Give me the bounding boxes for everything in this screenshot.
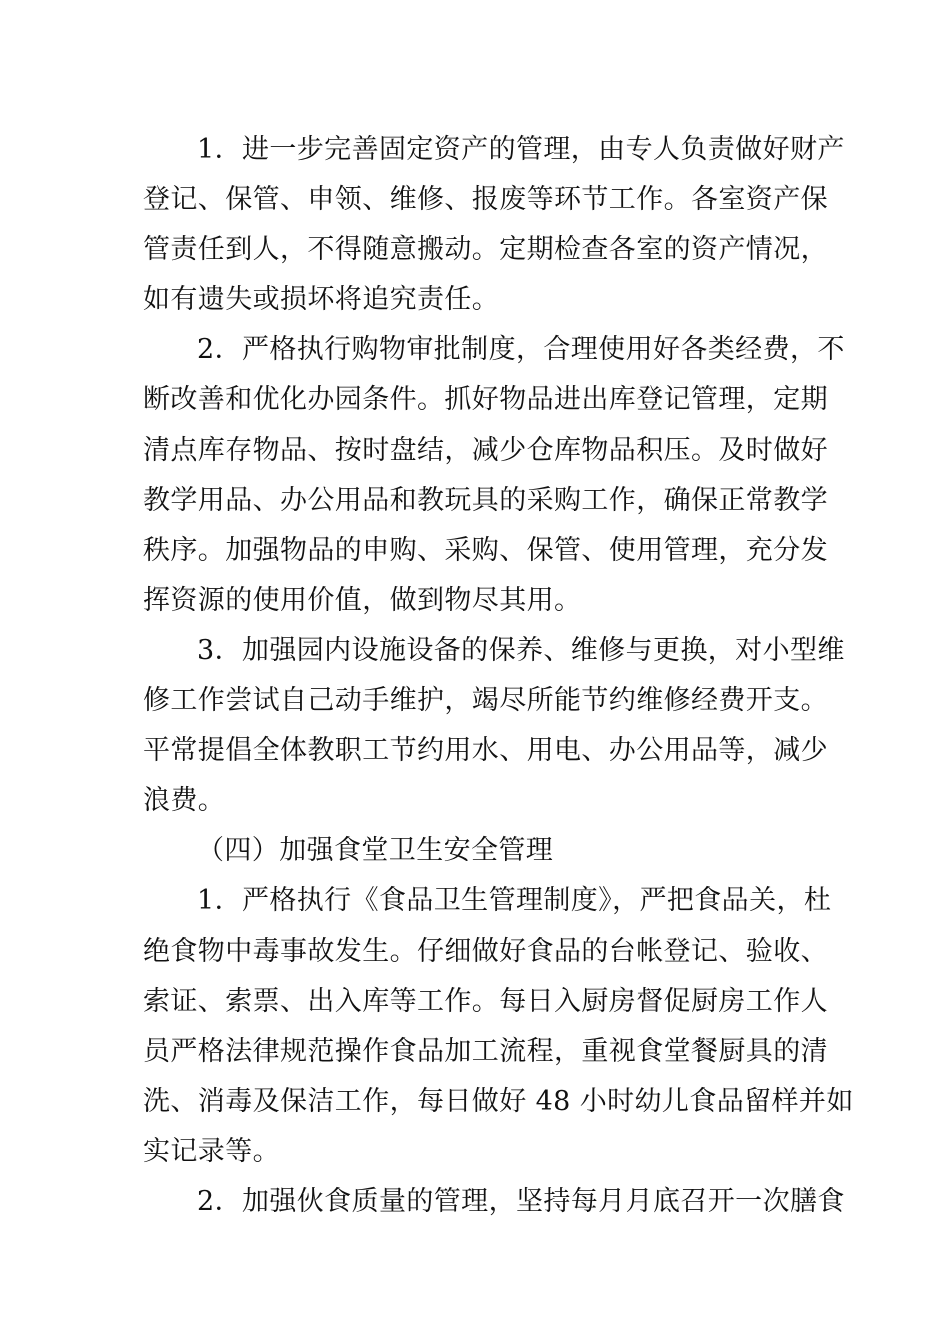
paragraph-2-line-3: 清点库存物品、按时盘结，减少仓库物品积压。及时做好 <box>143 434 828 466</box>
paragraph-1-line-3: 管责任到人，不得随意搬动。定期检查各室的资产情况， <box>143 234 828 266</box>
paragraph-2-line-2: 断改善和优化办园条件。抓好物品进出库登记管理，定期 <box>143 384 828 416</box>
paragraph-2-line-6: 挥资源的使用价值，做到物尽其用。 <box>143 584 582 616</box>
paragraph-3-line-2: 修工作尝试自己动手维护，竭尽所能节约维修经费开支。 <box>143 685 828 717</box>
paragraph-2-line-5: 秩序。加强物品的申购、采购、保管、使用管理，充分发 <box>143 534 828 566</box>
paragraph-1-line-4: 如有遗失或损坏将追究责任。 <box>143 284 500 316</box>
paragraph-4-line-5: 洗、消毒及保洁工作，每日做好 48 小时幼儿食品留样并如 <box>143 1085 854 1117</box>
paragraph-4-line-1: 1．严格执行《食品卫生管理制度》，严把食品关，杜 <box>197 885 832 917</box>
paragraph-4-line-6: 实记录等。 <box>143 1135 280 1167</box>
document-body <box>143 125 854 1227</box>
paragraph-3-line-1: 3．加强园内设施设备的保养、维修与更换，对小型维 <box>197 634 845 666</box>
paragraph-4-line-3: 索证、索票、出入库等工作。每日入厨房督促厨房工作人 <box>143 985 828 1017</box>
paragraph-4-line-2: 绝食物中毒事故发生。仔细做好食品的台帐登记、验收、 <box>143 935 828 967</box>
paragraph-1-line-1: 1．进一步完善固定资产的管理，由专人负责做好财产 <box>197 134 845 165</box>
section-heading: （四）加强食堂卫生安全管理 <box>197 835 554 867</box>
paragraph-2-line-4: 教学用品、办公用品和教玩具的采购工作，确保正常教学 <box>143 484 828 516</box>
paragraph-5-line-1: 2．加强伙食质量的管理，坚持每月月底召开一次膳食 <box>197 1185 845 1217</box>
paragraph-1-line-2: 登记、保管、申领、维修、报废等环节工作。各室资产保 <box>143 184 828 216</box>
paragraph-3-line-4: 浪费。 <box>143 785 226 817</box>
paragraph-3-line-3: 平常提倡全体教职工节约用水、用电、办公用品等，减少 <box>143 735 828 767</box>
paragraph-4-line-4: 员严格法律规范操作食品加工流程，重视食堂餐厨具的清 <box>143 1035 828 1067</box>
paragraph-2-line-1: 2．严格执行购物审批制度，合理使用好各类经费，不 <box>197 334 845 366</box>
